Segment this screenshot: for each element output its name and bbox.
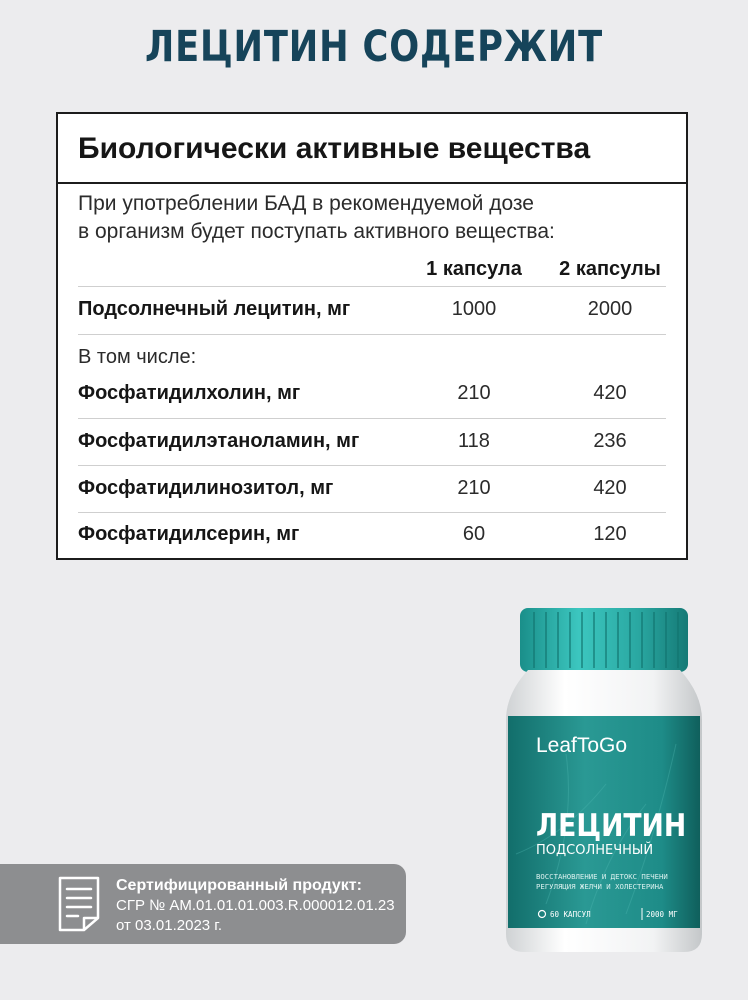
page-title: ЛЕЦИТИН СОДЕРЖИТ <box>145 22 603 72</box>
certificate-badge <box>0 864 406 944</box>
dose-label: 2000 МГ <box>646 910 678 919</box>
capsule-count: 60 КАПСУЛ <box>550 910 591 919</box>
product-claim-1: ВОССТАНОВЛЕНИЕ И ДЕТОКС ПЕЧЕНИ <box>536 872 668 881</box>
divider <box>78 465 666 466</box>
product-jar-image <box>506 604 702 956</box>
row-value-2: 420 <box>593 477 627 499</box>
heading-divider <box>58 182 686 184</box>
column-header-2: 2 капсулы <box>559 258 661 280</box>
divider <box>78 334 666 335</box>
certificate-title: Сертифицированный продукт: <box>116 877 362 894</box>
intro-text <box>78 190 678 246</box>
certificate-number: СГР № AM.01.01.01.003.R.000012.01.23 <box>116 897 395 914</box>
product-name: ЛЕЦИТИН <box>536 807 687 844</box>
row-value-1: 1000 <box>451 298 497 320</box>
brand-logo: LeafToGo <box>536 734 628 757</box>
row-value-2: 420 <box>593 382 627 404</box>
intro-line-2: в организм будет поступать активного вещества: <box>78 220 555 243</box>
row-value-1: 210 <box>457 477 491 499</box>
table-row <box>58 467 686 511</box>
row-name: Фосфатидилсерин, мг <box>78 523 300 545</box>
product-claim-2: РЕГУЛЯЦИЯ ЖЕЛЧИ И ХОЛЕСТЕРИНА <box>536 882 664 891</box>
row-value-1: 118 <box>458 430 490 452</box>
row-value-2: 120 <box>593 523 627 545</box>
column-header-1: 1 капсула <box>426 258 522 280</box>
document-icon <box>54 872 104 936</box>
divider <box>78 418 666 419</box>
card-heading: Биологически активные вещества <box>78 132 591 165</box>
intro-line-1: При употреблении БАД в рекомендуемой дозе <box>78 192 534 215</box>
table-row <box>58 420 686 464</box>
row-name: Подсолнечный лецитин, мг <box>78 298 351 320</box>
table-row-main <box>58 288 686 332</box>
certificate-text <box>116 876 395 936</box>
row-value-1: 210 <box>457 382 491 404</box>
product-subname: ПОДСОЛНЕЧНЫЙ <box>536 843 654 858</box>
row-name: Фосфатидилинозитол, мг <box>78 477 334 499</box>
row-value-1: 60 <box>462 523 486 545</box>
row-value-2: 236 <box>593 430 627 452</box>
table-row <box>58 372 686 416</box>
row-value-2: 2000 <box>587 298 633 320</box>
nutrition-table-card <box>56 112 688 560</box>
certificate-date: от 03.01.2023 г. <box>116 917 223 934</box>
row-name: Фосфатидилхолин, мг <box>78 382 301 404</box>
row-name: Фосфатидилэтаноламин, мг <box>78 430 360 452</box>
subheading: В том числе: <box>78 346 197 368</box>
table-row <box>58 513 686 557</box>
divider <box>78 286 666 287</box>
